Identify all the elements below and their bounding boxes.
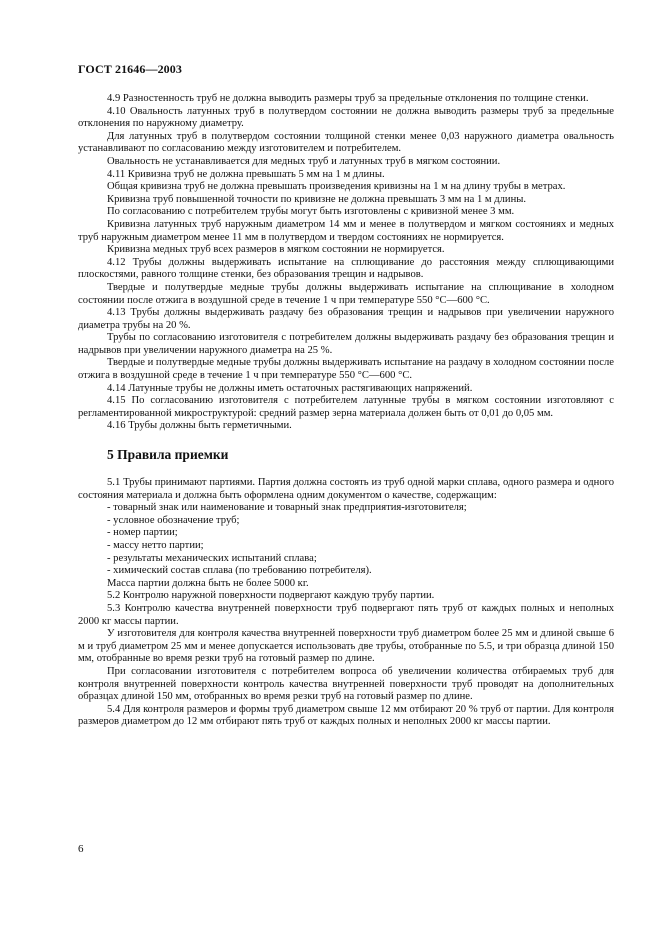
clause-5-1: 5.1 Трубы принимают партиями. Партия должна состоять из труб одной марки сплава, одного размера и одного состояния материала и должна быть оформлена одним документом о качестве, содержащим: [78,477,614,501]
paragraph: Для латунных труб в полутвердом состоянии толщиной стенки менее 0,03 наружного диаметра овальность устанавливают по согласованию между изготовителем и потребителем. [78,130,614,155]
clause-5-3: 5.3 Контролю качества внутренней поверхности труб подвергают пять труб от каждых полных и неполных 2000 кг массы партии. [78,602,614,627]
paragraph: Общая кривизна труб не должна превышать произведения кривизны на 1 м на длину трубы в метрах. [107,181,566,193]
clause-4-14: 4.14 Латунные трубы не должны иметь остаточных растягивающих напряжений. [107,382,473,394]
clause-4-13: 4.13 Трубы должны выдерживать раздачу без образования трещин и надрывов при увеличении наружного диаметра трубы на 20 %. [78,307,614,331]
list-item: - товарный знак или наименование и товарный знак предприятия-изготовителя; [107,502,467,514]
list-item: - химический состав сплава (по требованию потребителя). [107,565,372,577]
paragraph: При согласовании изготовителя с потребителем вопроса об увеличении количества отбираемых труб для контроля внутренней поверхности контроль качества внутренней поверхности труб проводят на дополнительных образцах длиной 150 мм, отобранных во время резки труб на готовый размер по длине. [78,665,614,703]
clause-5-4: 5.4 Для контроля размеров и формы труб диаметром свыше 12 мм отбирают 20 % труб от партии. Для контроля размеров диаметром до 12 мм отбирают пять труб от каждых полных и неполных 2000 кг массы партии. [78,703,614,728]
list-item: - результаты механических испытаний сплава; [107,552,317,564]
clause-4-10: 4.10 Овальность латунных труб в полутвердом состоянии не должна выводить размеры труб за предельные отклонения по наружному диаметру. [78,105,614,130]
paragraph: Кривизна медных труб всех размеров в мягком состоянии не нормируется. [107,244,445,256]
paragraph: Твердые и полутвердые медные трубы должны выдерживать испытание на раздачу в холодном состоянии после отжига в воздушной среде в течение 1 ч при температуре 550 °С—600 °С. [78,357,614,382]
clause-4-11: 4.11 Кривизна труб не должна превышать 5 мм на 1 м длины. [107,168,385,180]
paragraph: По согласованию с потребителем трубы могут быть изготовлены с кривизной менее 3 мм. [107,206,515,218]
paragraph: У изготовителя для контроля качества внутренней поверхности труб диаметром более 25 мм и длиной свыше 6 м и труб диаметром 25 мм и менее допускается использовать две трубы, отобранные по 5.5, и три образца длиной 150 мм, отобранные во время резки труб на готовый размер по длине. [78,628,614,665]
paragraph: Кривизна труб повышенной точности по кривизне не должна превышать 3 мм на 1 м длины. [107,193,527,205]
paragraph: Трубы по согласованию изготовителя с потребителем должны выдерживать раздачу без образования трещин и надрывов при увеличении наружного диаметра на 25 %. [78,332,614,356]
paragraph: Кривизна латунных труб наружным диаметром 14 мм и менее в полутвердом и мягком состояниях и медных труб наружным диаметром менее 11 мм в полутвердом и твердом состояниях не нормируется. [78,218,614,243]
list-item: - массу нетто партии; [107,540,204,551]
list-item: - условное обозначение труб; [107,514,240,526]
clause-4-12: 4.12 Трубы должны выдерживать испытание на сплющивание до расстояния между сплющивающими плоскостями, равного толщине стенки, без образования трещин и надрывов. [78,256,614,281]
paragraph: Твердые и полутвердые медные трубы должны выдерживать испытание на сплющивание в холодном состоянии после отжига в воздушной среде в течение 1 ч при температуре 550 °С—600 °С. [78,281,614,306]
paragraph: Овальность не устанавливается для медных труб и латунных труб в мягком состоянии. [107,155,501,167]
page-number: 6 [78,843,84,855]
paragraph: Масса партии должна быть не более 5000 кг. [107,577,309,589]
section-heading: 5 Правила приемки [107,447,229,463]
clause-5-2: 5.2 Контролю наружной поверхности подвергают каждую трубу партии. [107,590,435,602]
clause-4-16: 4.16 Трубы должны быть герметичными. [107,420,292,432]
page-content [78,93,614,729]
clause-4-9: 4.9 Разностенность труб не должна выводить размеры труб за предельные отклонения по толщине стенки. [107,93,589,104]
list-item: - номер партии; [107,527,178,539]
clause-4-15: 4.15 По согласованию изготовителя с потребителем латунные трубы в мягком состоянии изготовляют с регламентированной микроструктурой: средний размер зерна материала должен быть от 0,01 до 0,05 мм. [78,395,614,419]
document-header: ГОСТ 21646—2003 [78,62,182,76]
